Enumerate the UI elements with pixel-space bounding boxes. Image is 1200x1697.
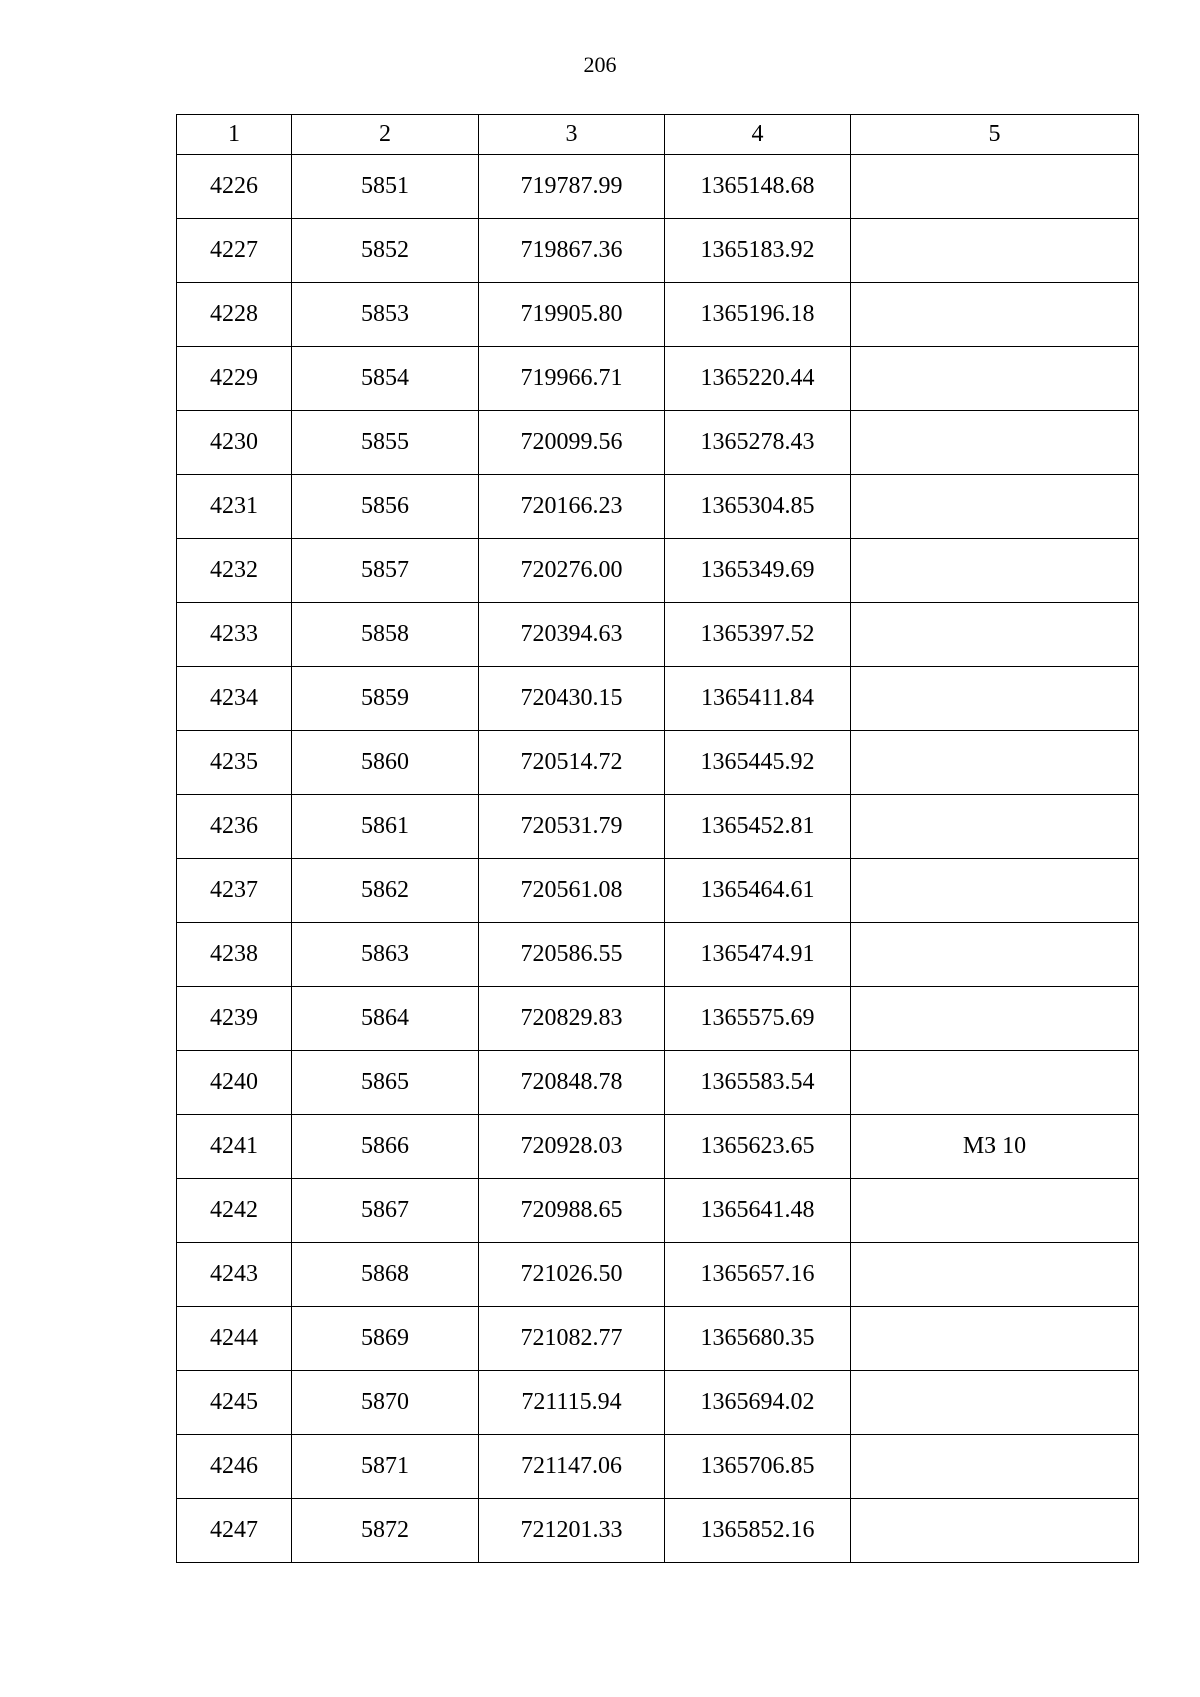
- column-header: 1: [177, 115, 292, 155]
- row-number-cell: 4240: [177, 1051, 292, 1115]
- y-coordinate-cell: 1365464.61: [665, 859, 851, 923]
- column-header: 4: [665, 115, 851, 155]
- table-row: [177, 219, 1139, 283]
- x-coordinate-cell: 720561.08: [479, 859, 665, 923]
- y-coordinate-cell: 1365474.91: [665, 923, 851, 987]
- point-number-cell: 5863: [292, 923, 479, 987]
- y-coordinate-cell: 1365148.68: [665, 155, 851, 219]
- point-number-cell: 5868: [292, 1243, 479, 1307]
- y-coordinate-cell: 1365657.16: [665, 1243, 851, 1307]
- y-coordinate-cell: 1365852.16: [665, 1499, 851, 1563]
- x-coordinate-cell: 720531.79: [479, 795, 665, 859]
- row-number-cell: 4235: [177, 731, 292, 795]
- table-row: [177, 603, 1139, 667]
- point-number-cell: 5867: [292, 1179, 479, 1243]
- row-number-cell: 4233: [177, 603, 292, 667]
- y-coordinate-cell: 1365196.18: [665, 283, 851, 347]
- y-coordinate-cell: 1365575.69: [665, 987, 851, 1051]
- y-coordinate-cell: 1365583.54: [665, 1051, 851, 1115]
- row-number-cell: 4231: [177, 475, 292, 539]
- table-row: [177, 539, 1139, 603]
- note-cell: [851, 603, 1139, 667]
- row-number-cell: 4236: [177, 795, 292, 859]
- note-cell: [851, 283, 1139, 347]
- table-row: [177, 1179, 1139, 1243]
- point-number-cell: 5861: [292, 795, 479, 859]
- x-coordinate-cell: 721147.06: [479, 1435, 665, 1499]
- note-cell: [851, 859, 1139, 923]
- x-coordinate-cell: 720276.00: [479, 539, 665, 603]
- table-row: [177, 155, 1139, 219]
- x-coordinate-cell: 720848.78: [479, 1051, 665, 1115]
- table-row: [177, 1115, 1139, 1179]
- table-row: [177, 347, 1139, 411]
- column-header: 5: [851, 115, 1139, 155]
- point-number-cell: 5871: [292, 1435, 479, 1499]
- note-cell: [851, 155, 1139, 219]
- point-number-cell: 5851: [292, 155, 479, 219]
- note-cell: [851, 1243, 1139, 1307]
- note-cell: [851, 987, 1139, 1051]
- column-header: 3: [479, 115, 665, 155]
- point-number-cell: 5858: [292, 603, 479, 667]
- note-cell: [851, 1051, 1139, 1115]
- x-coordinate-cell: 720166.23: [479, 475, 665, 539]
- y-coordinate-cell: 1365349.69: [665, 539, 851, 603]
- note-cell: [851, 1179, 1139, 1243]
- x-coordinate-cell: 719905.80: [479, 283, 665, 347]
- point-number-cell: 5864: [292, 987, 479, 1051]
- note-cell: [851, 475, 1139, 539]
- note-cell: [851, 347, 1139, 411]
- table-row: [177, 475, 1139, 539]
- x-coordinate-cell: 719867.36: [479, 219, 665, 283]
- row-number-cell: 4237: [177, 859, 292, 923]
- x-coordinate-cell: 721115.94: [479, 1371, 665, 1435]
- note-cell: [851, 731, 1139, 795]
- y-coordinate-cell: 1365183.92: [665, 219, 851, 283]
- note-cell: [851, 1371, 1139, 1435]
- table-row: [177, 1499, 1139, 1563]
- table-row: [177, 859, 1139, 923]
- x-coordinate-cell: 720514.72: [479, 731, 665, 795]
- row-number-cell: 4238: [177, 923, 292, 987]
- y-coordinate-cell: 1365680.35: [665, 1307, 851, 1371]
- point-number-cell: 5853: [292, 283, 479, 347]
- note-cell: [851, 411, 1139, 475]
- row-number-cell: 4242: [177, 1179, 292, 1243]
- table-row: [177, 795, 1139, 859]
- column-header: 2: [292, 115, 479, 155]
- y-coordinate-cell: 1365278.43: [665, 411, 851, 475]
- y-coordinate-cell: 1365304.85: [665, 475, 851, 539]
- table-row: [177, 411, 1139, 475]
- x-coordinate-cell: 720928.03: [479, 1115, 665, 1179]
- row-number-cell: 4228: [177, 283, 292, 347]
- x-coordinate-cell: 720430.15: [479, 667, 665, 731]
- note-cell: [851, 539, 1139, 603]
- x-coordinate-cell: 721026.50: [479, 1243, 665, 1307]
- point-number-cell: 5852: [292, 219, 479, 283]
- point-number-cell: 5869: [292, 1307, 479, 1371]
- x-coordinate-cell: 720099.56: [479, 411, 665, 475]
- table-row: [177, 283, 1139, 347]
- note-cell: [851, 1307, 1139, 1371]
- table-header-row: [177, 115, 1139, 155]
- row-number-cell: 4244: [177, 1307, 292, 1371]
- note-cell: [851, 667, 1139, 731]
- table-row: [177, 1243, 1139, 1307]
- x-coordinate-cell: 719966.71: [479, 347, 665, 411]
- x-coordinate-cell: 720394.63: [479, 603, 665, 667]
- row-number-cell: 4239: [177, 987, 292, 1051]
- y-coordinate-cell: 1365220.44: [665, 347, 851, 411]
- point-number-cell: 5860: [292, 731, 479, 795]
- note-cell: [851, 795, 1139, 859]
- point-number-cell: 5855: [292, 411, 479, 475]
- row-number-cell: 4241: [177, 1115, 292, 1179]
- table-row: [177, 1371, 1139, 1435]
- point-number-cell: 5872: [292, 1499, 479, 1563]
- table-row: [177, 1307, 1139, 1371]
- point-number-cell: 5870: [292, 1371, 479, 1435]
- x-coordinate-cell: 721082.77: [479, 1307, 665, 1371]
- y-coordinate-cell: 1365411.84: [665, 667, 851, 731]
- point-number-cell: 5866: [292, 1115, 479, 1179]
- table-row: [177, 731, 1139, 795]
- row-number-cell: 4229: [177, 347, 292, 411]
- row-number-cell: 4230: [177, 411, 292, 475]
- row-number-cell: 4243: [177, 1243, 292, 1307]
- y-coordinate-cell: 1365623.65: [665, 1115, 851, 1179]
- table-row: [177, 987, 1139, 1051]
- table-row: [177, 923, 1139, 987]
- y-coordinate-cell: 1365694.02: [665, 1371, 851, 1435]
- table-row: [177, 1051, 1139, 1115]
- table-row: [177, 1435, 1139, 1499]
- point-number-cell: 5862: [292, 859, 479, 923]
- y-coordinate-cell: 1365641.48: [665, 1179, 851, 1243]
- point-number-cell: 5856: [292, 475, 479, 539]
- note-cell: [851, 1499, 1139, 1563]
- x-coordinate-cell: 719787.99: [479, 155, 665, 219]
- y-coordinate-cell: 1365397.52: [665, 603, 851, 667]
- row-number-cell: 4227: [177, 219, 292, 283]
- x-coordinate-cell: 720586.55: [479, 923, 665, 987]
- y-coordinate-cell: 1365452.81: [665, 795, 851, 859]
- row-number-cell: 4232: [177, 539, 292, 603]
- table-row: [177, 667, 1139, 731]
- note-cell: [851, 923, 1139, 987]
- x-coordinate-cell: 720829.83: [479, 987, 665, 1051]
- note-cell: [851, 1435, 1139, 1499]
- coordinates-table: [176, 114, 1139, 1563]
- row-number-cell: 4246: [177, 1435, 292, 1499]
- row-number-cell: 4245: [177, 1371, 292, 1435]
- point-number-cell: 5859: [292, 667, 479, 731]
- x-coordinate-cell: 720988.65: [479, 1179, 665, 1243]
- page-number: 206: [583, 52, 617, 77]
- x-coordinate-cell: 721201.33: [479, 1499, 665, 1563]
- note-cell: МЗ 10: [851, 1115, 1139, 1179]
- row-number-cell: 4226: [177, 155, 292, 219]
- y-coordinate-cell: 1365445.92: [665, 731, 851, 795]
- row-number-cell: 4234: [177, 667, 292, 731]
- point-number-cell: 5854: [292, 347, 479, 411]
- y-coordinate-cell: 1365706.85: [665, 1435, 851, 1499]
- note-cell: [851, 219, 1139, 283]
- point-number-cell: 5865: [292, 1051, 479, 1115]
- row-number-cell: 4247: [177, 1499, 292, 1563]
- point-number-cell: 5857: [292, 539, 479, 603]
